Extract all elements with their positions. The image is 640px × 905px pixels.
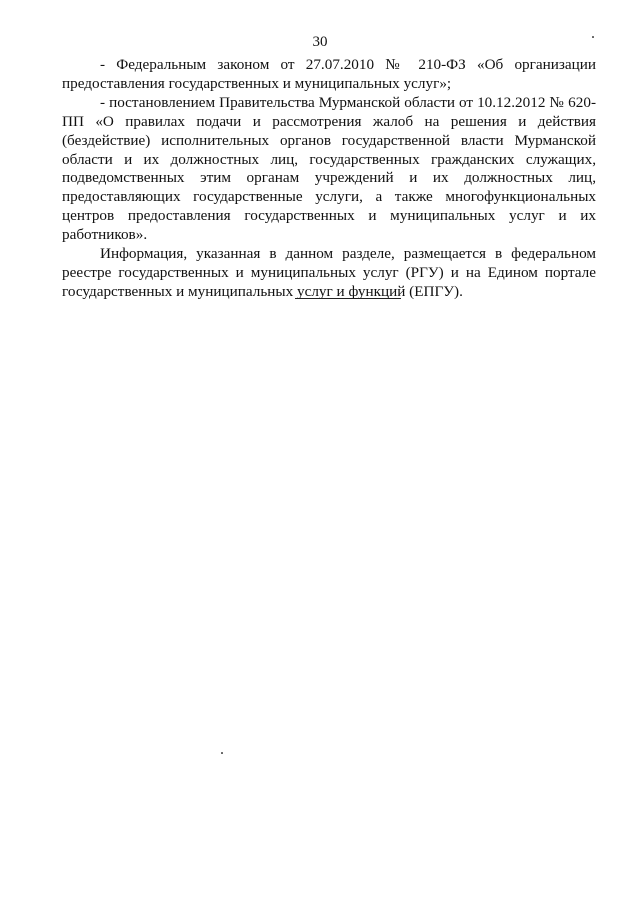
- scan-speck: [221, 752, 223, 754]
- scan-speck: [592, 36, 594, 38]
- document-body: [62, 56, 596, 302]
- paragraph-federal-law: - Федеральным законом от 27.07.2010 № 210-ФЗ «Об организации предоставления государственных и муниципальных услуг»;: [62, 56, 596, 92]
- paragraph-information-placement: Информация, указанная в данном разделе, размещается в федеральном реестре государственных и муниципальных услуг (РГУ) и на Едином портале государственных и муниципальных услуг и функций (ЕПГУ).: [62, 245, 596, 300]
- page-number: 30: [312, 34, 328, 50]
- paragraph-government-resolution: - постановлением Правительства Мурманской области от 10.12.2012 № 620-ПП «О правилах подачи и рассмотрения жалоб на решения и действия (бездействие) исполнительных органов государственной власти Мурманской области и их должностных лиц, государственных гражданских служащих, подведомственных этим органам учреждений и их должностных лиц, предоставляющих государственные услуги, а также многофункциональных центров предоставления государственных и муниципальных услуг и их работников».: [62, 93, 596, 244]
- section-end-separator: [295, 298, 401, 299]
